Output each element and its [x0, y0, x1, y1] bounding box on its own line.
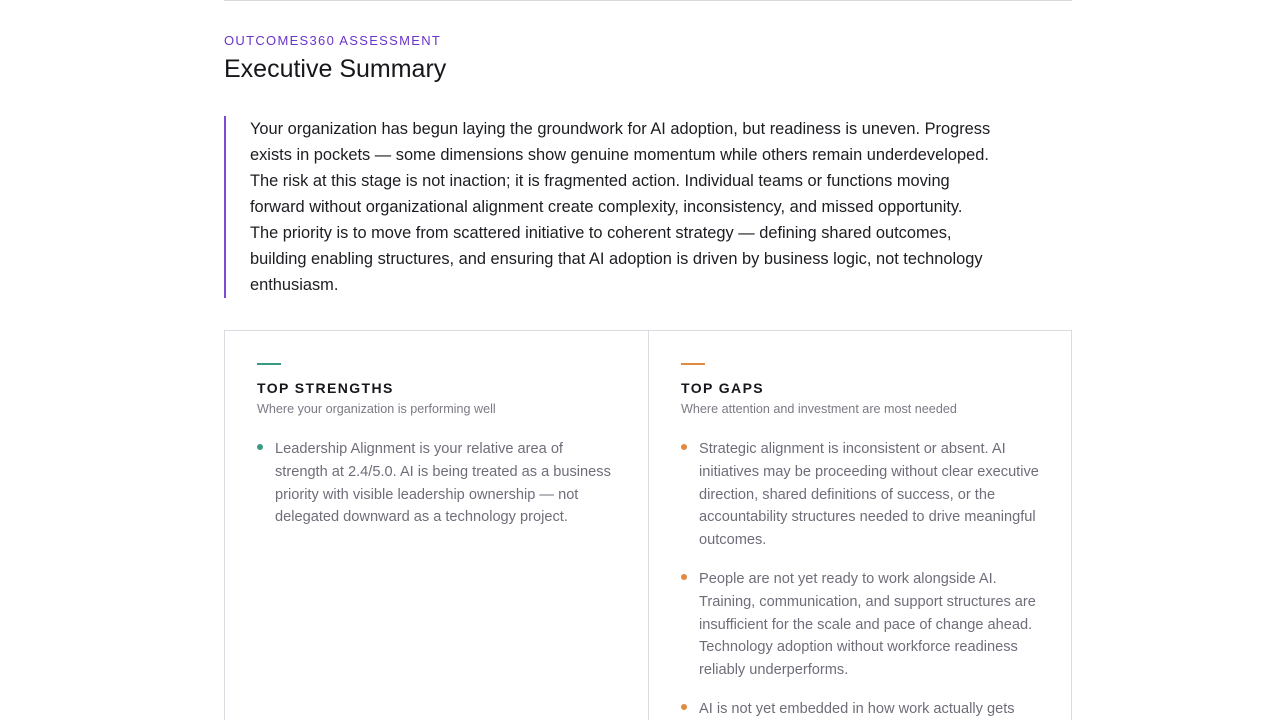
green-bullet-icon [257, 444, 263, 450]
gap-item-text: People are not yet ready to work alongside AI. Training, communication, and support structures are insufficient for the scale and pace of change ahead. Technology adoption without workforce readiness reliably underperforms. [699, 570, 1036, 679]
orange-bullet-icon [681, 444, 687, 450]
strengths-subheading: Where your organization is performing well [257, 402, 496, 416]
orange-bullet-icon [681, 574, 687, 580]
strength-item [257, 438, 616, 529]
strengths-heading: TOP STRENGTHS [257, 380, 394, 396]
strengths-gaps-panels [224, 330, 1072, 720]
gap-item-text: Strategic alignment is inconsistent or absent. AI initiatives may be proceeding without clear executive direction, shared definitions of success, or the accountability structures needed to drive meaningful outcomes. [699, 441, 1039, 549]
summary-quote: Your organization has begun laying the groundwork for AI adoption, but readiness is uneven. Progress exists in pockets — some dimensions show genuine momentum while others remain underdeveloped. The risk at this stage is not inaction; it is fragmented action. Individual teams or functions moving forward without organizational alignment create complexity, inconsistency, and missed opportunity. The priority is to move from scattered initiative to coherent strategy — defining shared outcomes, building enabling structures, and ensuring that AI adoption is driven by business logic, not technology enthusiasm. [224, 116, 994, 298]
gap-item [681, 568, 1039, 682]
strengths-panel [225, 331, 648, 720]
top-divider [224, 0, 1072, 1]
gaps-panel [648, 331, 1071, 720]
orange-bullet-icon [681, 704, 687, 710]
gaps-list [681, 438, 1039, 720]
strengths-accent-bar [257, 363, 281, 365]
strength-item-text: Leadership Alignment is your relative area of strength at 2.4/5.0. AI is being treated as a business priority with visible leadership ownership — not delegated downward as a technology project. [275, 441, 611, 526]
gap-item-text: AI is not yet embedded in how work actually gets [699, 700, 1015, 717]
assessment-eyebrow: OUTCOMES360 ASSESSMENT [224, 33, 442, 48]
gap-item [681, 698, 1039, 720]
gaps-subheading: Where attention and investment are most needed [681, 402, 957, 416]
gaps-heading: TOP GAPS [681, 380, 765, 396]
strengths-list [257, 438, 616, 529]
gap-item [681, 438, 1039, 552]
gaps-accent-bar [681, 363, 705, 365]
page-title: Executive Summary [224, 55, 447, 83]
